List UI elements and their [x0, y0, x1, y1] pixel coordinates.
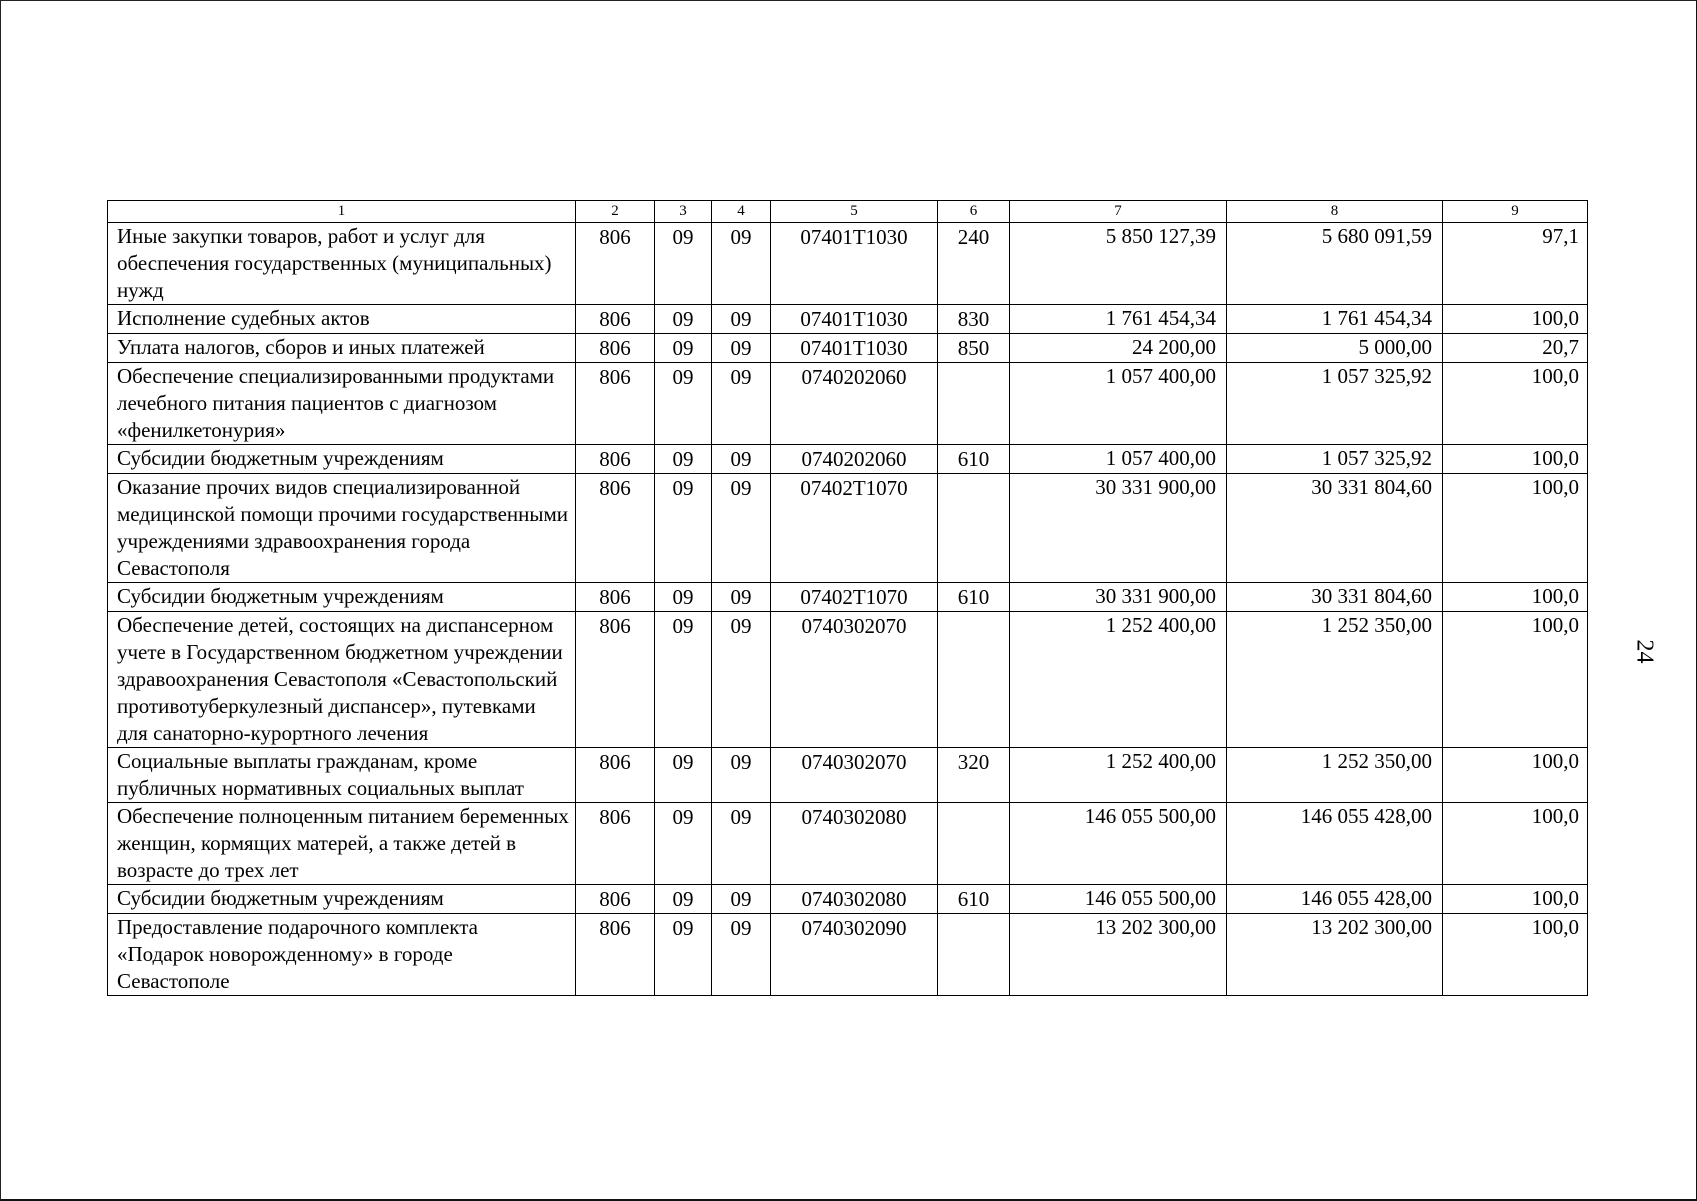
cell-col9: 100,0	[1443, 748, 1588, 803]
cell-col8: 30 331 804,60	[1227, 583, 1443, 612]
budget-table	[107, 200, 1588, 996]
table-row	[108, 583, 1588, 612]
cell-col9: 100,0	[1443, 803, 1588, 885]
cell-col2: 806	[576, 885, 655, 914]
table-row	[108, 334, 1588, 363]
cell-col4: 09	[712, 305, 771, 334]
cell-col9: 20,7	[1443, 334, 1588, 363]
cell-col7: 30 331 900,00	[1010, 474, 1227, 583]
cell-col7: 1 057 400,00	[1010, 363, 1227, 445]
cell-col3: 09	[655, 445, 712, 474]
cell-col6: 830	[938, 305, 1010, 334]
cell-col5: 07401Т1030	[771, 223, 938, 305]
cell-col7: 146 055 500,00	[1010, 803, 1227, 885]
cell-col2: 806	[576, 583, 655, 612]
cell-col5: 0740202060	[771, 445, 938, 474]
column-header-6: 6	[938, 201, 1010, 223]
cell-col4: 09	[712, 914, 771, 996]
cell-col4: 09	[712, 612, 771, 748]
cell-col5: 07401Т1030	[771, 305, 938, 334]
cell-col3: 09	[655, 334, 712, 363]
cell-col5: 07401Т1030	[771, 334, 938, 363]
cell-col9: 100,0	[1443, 445, 1588, 474]
row-name: Социальные выплаты гражданам, кроме публичных нормативных социальных выплат	[108, 748, 576, 803]
cell-col4: 09	[712, 334, 771, 363]
row-name: Субсидии бюджетным учреждениям	[108, 885, 576, 914]
row-name: Оказание прочих видов специализированной медицинской помощи прочими государственными учреждениями здравоохранения города Севастополя	[108, 474, 576, 583]
table-body	[108, 223, 1588, 996]
cell-col7: 24 200,00	[1010, 334, 1227, 363]
page-number: 24	[1631, 639, 1658, 664]
cell-col6: 240	[938, 223, 1010, 305]
cell-col7: 5 850 127,39	[1010, 223, 1227, 305]
cell-col6	[938, 474, 1010, 583]
cell-col5: 0740302090	[771, 914, 938, 996]
cell-col9: 100,0	[1443, 885, 1588, 914]
cell-col4: 09	[712, 363, 771, 445]
cell-col9: 100,0	[1443, 914, 1588, 996]
cell-col3: 09	[655, 803, 712, 885]
cell-col2: 806	[576, 914, 655, 996]
cell-col8: 13 202 300,00	[1227, 914, 1443, 996]
cell-col6: 610	[938, 445, 1010, 474]
cell-col3: 09	[655, 583, 712, 612]
row-name: Предоставление подарочного комплекта «Подарок новорожденному» в городе Севастополе	[108, 914, 576, 996]
table-row	[108, 363, 1588, 445]
cell-col2: 806	[576, 363, 655, 445]
cell-col9: 100,0	[1443, 612, 1588, 748]
cell-col2: 806	[576, 445, 655, 474]
cell-col3: 09	[655, 305, 712, 334]
cell-col3: 09	[655, 223, 712, 305]
table-row	[108, 445, 1588, 474]
table-row	[108, 305, 1588, 334]
cell-col9: 100,0	[1443, 474, 1588, 583]
cell-col3: 09	[655, 363, 712, 445]
cell-col8: 5 000,00	[1227, 334, 1443, 363]
row-name: Обеспечение детей, состоящих на диспансерном учете в Государственном бюджетном учреждении здравоохранения Севастополя «Севастопольский противотуберкулезный диспансер», путевками для санаторно-курортного лечения	[108, 612, 576, 748]
row-name: Исполнение судебных актов	[108, 305, 576, 334]
cell-col2: 806	[576, 305, 655, 334]
row-name: Уплата налогов, сборов и иных платежей	[108, 334, 576, 363]
cell-col2: 806	[576, 223, 655, 305]
cell-col4: 09	[712, 748, 771, 803]
cell-col5: 0740302080	[771, 885, 938, 914]
cell-col2: 806	[576, 803, 655, 885]
table-row	[108, 803, 1588, 885]
cell-col6: 610	[938, 885, 1010, 914]
cell-col6	[938, 914, 1010, 996]
row-name: Обеспечение специализированными продуктами лечебного питания пациентов с диагнозом «фенилкетонурия»	[108, 363, 576, 445]
cell-col3: 09	[655, 914, 712, 996]
cell-col3: 09	[655, 474, 712, 583]
table-row	[108, 612, 1588, 748]
cell-col2: 806	[576, 334, 655, 363]
cell-col2: 806	[576, 748, 655, 803]
cell-col7: 13 202 300,00	[1010, 914, 1227, 996]
row-name: Обеспечение полноценным питанием беременных женщин, кормящих матерей, а также детей в возрасте до трех лет	[108, 803, 576, 885]
cell-col9: 97,1	[1443, 223, 1588, 305]
cell-col2: 806	[576, 474, 655, 583]
table-header	[108, 201, 1588, 223]
cell-col5: 0740302080	[771, 803, 938, 885]
cell-col6: 610	[938, 583, 1010, 612]
cell-col7: 30 331 900,00	[1010, 583, 1227, 612]
cell-col7: 1 252 400,00	[1010, 748, 1227, 803]
cell-col8: 1 252 350,00	[1227, 612, 1443, 748]
cell-col2: 806	[576, 612, 655, 748]
cell-col7: 146 055 500,00	[1010, 885, 1227, 914]
cell-col5: 0740302070	[771, 748, 938, 803]
cell-col8: 1 761 454,34	[1227, 305, 1443, 334]
column-header-8: 8	[1227, 201, 1443, 223]
column-header-1: 1	[108, 201, 576, 223]
cell-col8: 146 055 428,00	[1227, 803, 1443, 885]
cell-col4: 09	[712, 803, 771, 885]
row-name: Субсидии бюджетным учреждениям	[108, 583, 576, 612]
cell-col8: 1 252 350,00	[1227, 748, 1443, 803]
cell-col5: 07402Т1070	[771, 474, 938, 583]
cell-col3: 09	[655, 612, 712, 748]
cell-col7: 1 057 400,00	[1010, 445, 1227, 474]
header-row	[108, 201, 1588, 223]
cell-col8: 5 680 091,59	[1227, 223, 1443, 305]
cell-col9: 100,0	[1443, 305, 1588, 334]
column-header-4: 4	[712, 201, 771, 223]
table-row	[108, 474, 1588, 583]
column-header-9: 9	[1443, 201, 1588, 223]
cell-col7: 1 761 454,34	[1010, 305, 1227, 334]
row-name: Субсидии бюджетным учреждениям	[108, 445, 576, 474]
row-name: Иные закупки товаров, работ и услуг для обеспечения государственных (муниципальных) нужд	[108, 223, 576, 305]
cell-col8: 30 331 804,60	[1227, 474, 1443, 583]
cell-col4: 09	[712, 223, 771, 305]
cell-col6: 850	[938, 334, 1010, 363]
cell-col3: 09	[655, 885, 712, 914]
cell-col9: 100,0	[1443, 583, 1588, 612]
cell-col3: 09	[655, 748, 712, 803]
column-header-2: 2	[576, 201, 655, 223]
cell-col5: 07402Т1070	[771, 583, 938, 612]
cell-col4: 09	[712, 885, 771, 914]
table-row	[108, 914, 1588, 996]
cell-col7: 1 252 400,00	[1010, 612, 1227, 748]
cell-col4: 09	[712, 583, 771, 612]
cell-col5: 0740302070	[771, 612, 938, 748]
cell-col4: 09	[712, 445, 771, 474]
cell-col6	[938, 363, 1010, 445]
cell-col4: 09	[712, 474, 771, 583]
table-row	[108, 885, 1588, 914]
column-header-5: 5	[771, 201, 938, 223]
table-row	[108, 223, 1588, 305]
cell-col8: 1 057 325,92	[1227, 445, 1443, 474]
cell-col6	[938, 803, 1010, 885]
cell-col6: 320	[938, 748, 1010, 803]
cell-col6	[938, 612, 1010, 748]
table-row	[108, 748, 1588, 803]
cell-col8: 146 055 428,00	[1227, 885, 1443, 914]
cell-col5: 0740202060	[771, 363, 938, 445]
column-header-7: 7	[1010, 201, 1227, 223]
column-header-3: 3	[655, 201, 712, 223]
cell-col9: 100,0	[1443, 363, 1588, 445]
cell-col8: 1 057 325,92	[1227, 363, 1443, 445]
